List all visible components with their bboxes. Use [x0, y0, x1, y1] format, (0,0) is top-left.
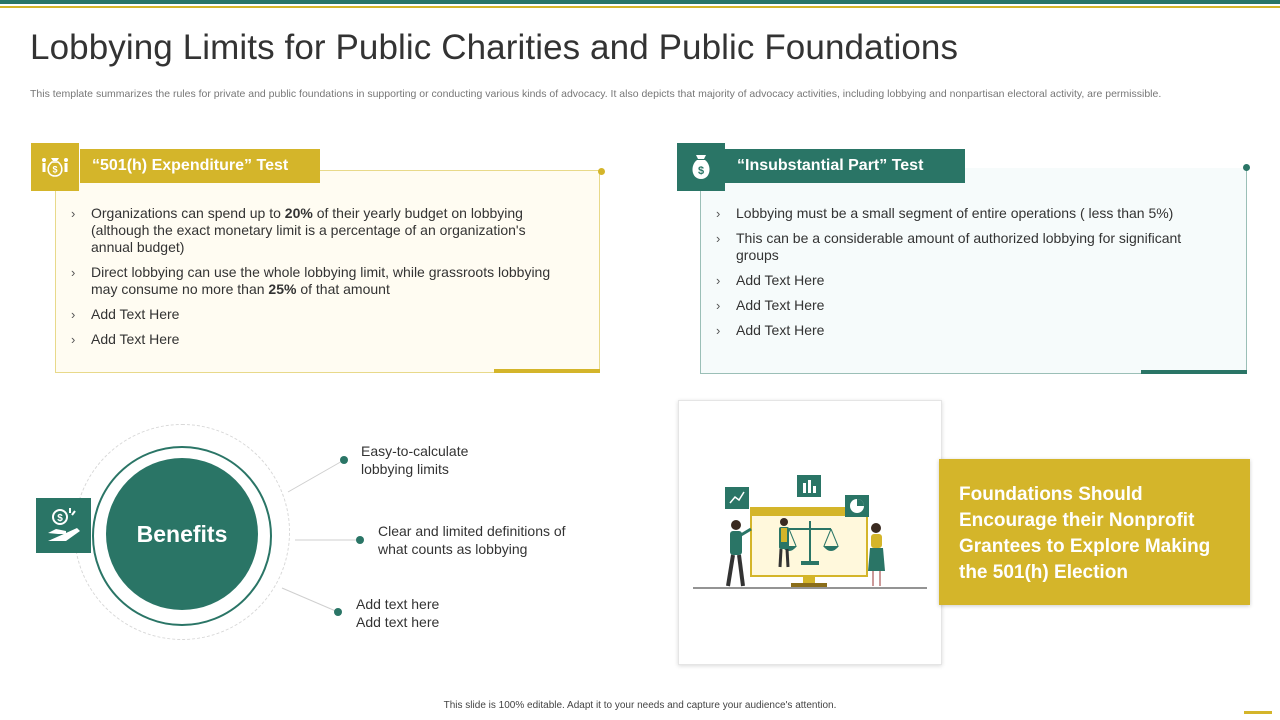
money-bag-icon — [677, 143, 725, 191]
footer-accent — [1244, 711, 1272, 714]
chevron-right-icon: › — [716, 206, 721, 221]
chevron-right-icon: › — [71, 307, 76, 322]
list-item: › Direct lobbying can use the whole lobbying limit, while grassroots lobbying may consume no more than 25% of that amount — [71, 264, 551, 297]
benefit-text: Add text here Add text here — [356, 596, 440, 630]
benefits-circle — [106, 458, 258, 610]
list-item: › Organizations can spend up to 20% of their yearly budget on lobbying (although the exact monetary limit is a percentage of an organization's annual budget) — [71, 205, 526, 255]
chevron-right-icon: › — [716, 298, 721, 313]
expenditure-test-header: “501(h) Expenditure” Test — [80, 149, 320, 183]
footer-note: This slide is 100% editable. Adapt it to your needs and capture your audience's attention. — [443, 700, 837, 711]
svg-text:$: $ — [52, 164, 58, 175]
benefits-label: Benefits — [136, 520, 228, 547]
benefit-marker — [334, 608, 342, 616]
chevron-right-icon: › — [71, 206, 76, 221]
chevron-right-icon: › — [71, 265, 76, 280]
list-item: › Lobbying must be a small segment of entire operations ( less than 5%) — [716, 205, 1174, 221]
svg-text:$: $ — [56, 512, 63, 524]
list-item: › Add Text Here — [71, 331, 180, 347]
list-item: › Add Text Here — [71, 306, 180, 322]
justice-scale-illustration — [679, 401, 941, 664]
benefit-marker — [340, 456, 348, 464]
hand-coin-icon — [36, 498, 91, 553]
chevron-right-icon: › — [716, 273, 721, 288]
chevron-right-icon: › — [71, 332, 76, 347]
insubstantial-test-header: “Insubstantial Part” Test — [725, 149, 965, 183]
chevron-right-icon: › — [716, 323, 721, 338]
list-item: › This can be a considerable amount of authorized lobbying for significant groups — [716, 230, 1182, 263]
panel-corner-dot — [1243, 164, 1250, 171]
chevron-right-icon: › — [716, 231, 721, 246]
benefit-text: Clear and limited definitions of what counts as lobbying — [378, 523, 566, 557]
insubstantial-test-list — [716, 205, 1216, 347]
illustration-card — [678, 400, 942, 665]
page-subtitle: This template summarizes the rules for private and public foundations in supporting or conducting various kinds of advocacy. It also depicts that majority of advocacy activities, including lobbying and nonpartisan electoral activity, are permissible. — [30, 88, 1162, 100]
panel-bottom-accent — [1141, 370, 1247, 374]
benefit-text: Easy-to-calculate lobbying limits — [361, 443, 469, 477]
svg-text:$: $ — [697, 165, 705, 177]
list-item: › Add Text Here — [716, 297, 825, 313]
benefit-connectors — [0, 0, 600, 720]
list-item: › Add Text Here — [716, 322, 825, 338]
benefit-marker — [356, 536, 364, 544]
foundations-callout: Foundations Should Encourage their Nonprofit Grantees to Explore Making the 501(h) Election — [939, 459, 1250, 605]
list-item: › Add Text Here — [716, 272, 825, 288]
page-title: Lobbying Limits for Public Charities and Public Foundations — [30, 28, 959, 67]
